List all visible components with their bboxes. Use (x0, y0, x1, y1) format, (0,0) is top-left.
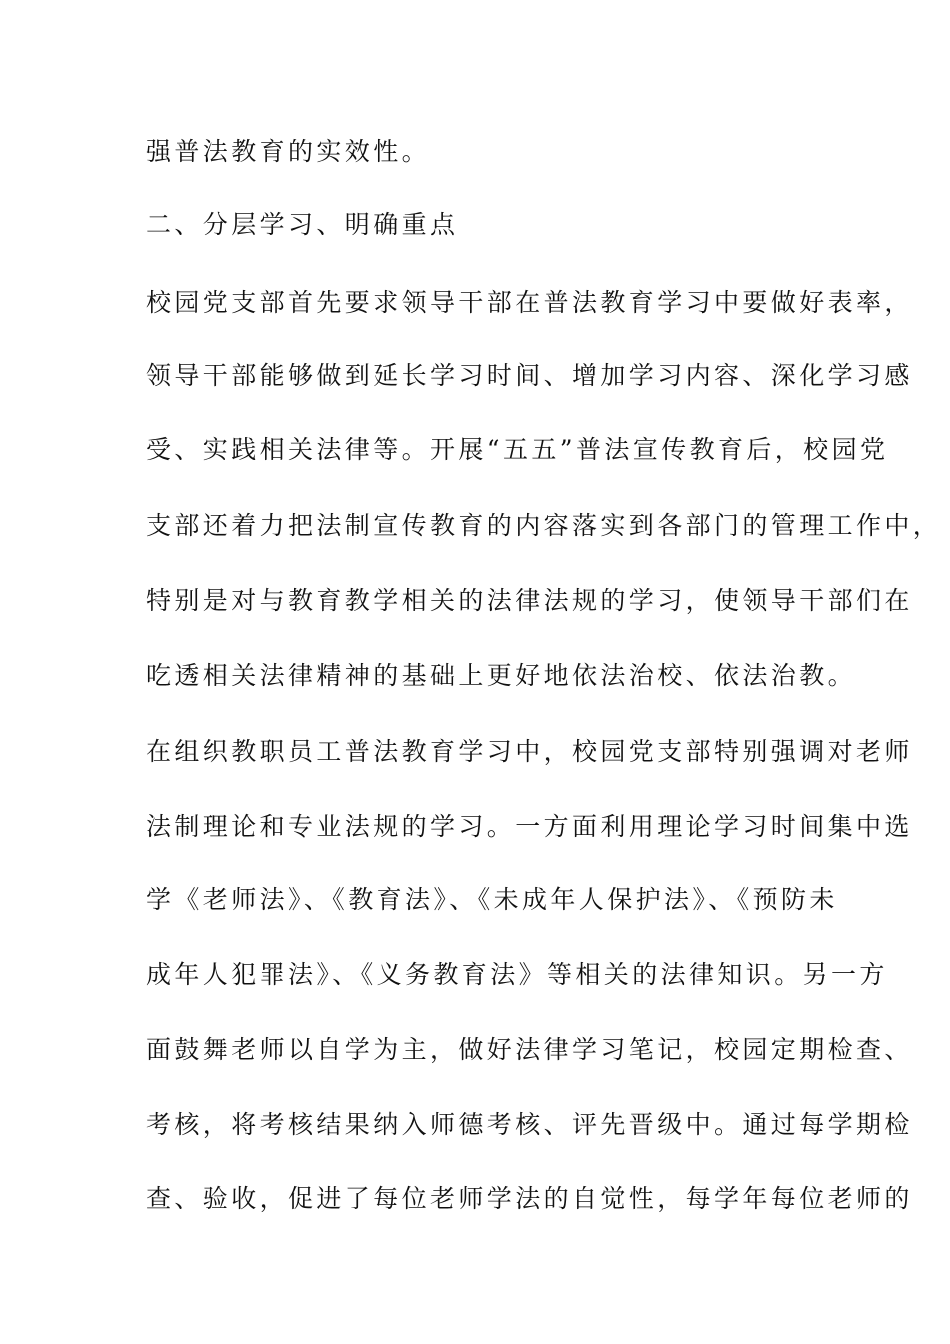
text-line: 领导干部能够做到延长学习时间、增加学习内容、深化学习感 (146, 361, 913, 390)
text-line: 学《老师法》、《教育法》、《未成年人保护法》、《预防未 (146, 885, 838, 914)
text-line: 支部还着力把法制宣传教育的内容落实到各部门的管理工作中， (146, 511, 942, 540)
text-line: 强普法教育的实效性。 (146, 137, 431, 166)
text-line: 特别是对与教育教学相关的法律法规的学习，使领导干部们在 (146, 586, 913, 615)
text-line: 吃透相关法律精神的基础上更好地依法治校、依法治教。 (146, 661, 857, 690)
text-line: 查、验收，促进了每位老师学法的自觉性，每学年每位老师的 (146, 1184, 913, 1213)
text-line: 成年人犯罪法》、《义务教育法》等相关的法律知识。另一方 (146, 960, 888, 989)
section-heading: 二、分层学习、明确重点 (146, 210, 459, 239)
text-line: 受、实践相关法律等。开展“五五”普法宣传教育后，校园党 (146, 435, 889, 464)
text-line: 校园党支部首先要求领导干部在普法教育学习中要做好表率， (146, 288, 913, 317)
text-line: 考核，将考核结果纳入师德考核、评先晋级中。通过每学期检 (146, 1110, 913, 1139)
text-line: 面鼓舞老师以自学为主，做好法律学习笔记，校园定期检查、 (146, 1035, 913, 1064)
text-line: 法制理论和专业法规的学习。一方面利用理论学习时间集中选 (146, 812, 913, 841)
text-line: 在组织教职员工普法教育学习中，校园党支部特别强调对老师 (146, 737, 913, 766)
